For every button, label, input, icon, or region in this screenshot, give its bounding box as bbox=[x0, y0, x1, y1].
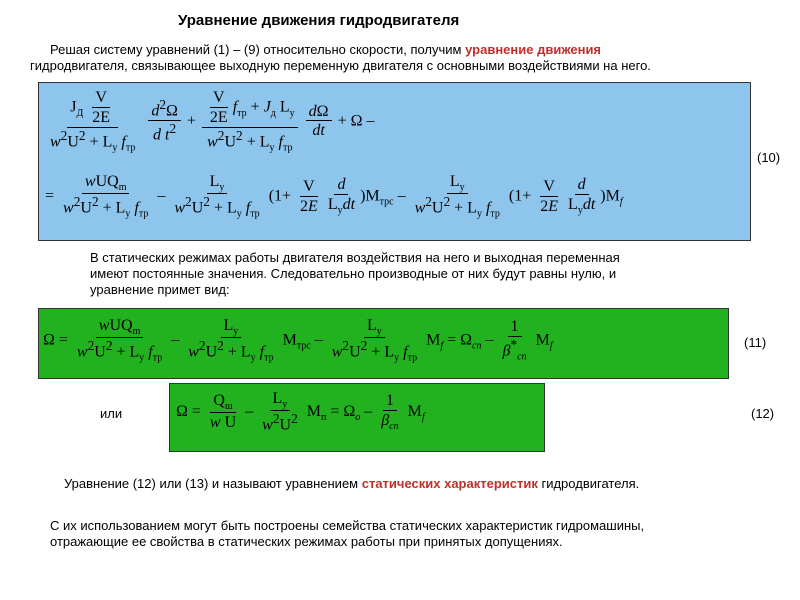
equation-10-label: (10) bbox=[757, 150, 781, 165]
equation-10-top: $J_Д$ $\frac{V}{2E}$ $w^2U^2 + L_y$ $f_{тр}$ $\frac{d^2\Omega}{d t^2}$ + $\frac{V}{2E}$ $f_{тр} + J_д$ $L_y$ $w^2U^2 + L_y$ $f_{тр}$ $\frac{d\Omega}{dt}$ + Ω – bbox=[45, 89, 374, 154]
intro-highlight: уравнение движения bbox=[465, 42, 602, 57]
equation-11: Ω = $\frac{wUQ_m}{w^2U^2 + L_y f_{тр}}$ – $\frac{L_y}{w^2U^2 + L_y f_{тр}}$ $M_{трс}$ – $\frac{L_y}{w^2U^2 + L_y f_{тр}}$ $M_f = \Omega_{cn}$ – $\frac{1}{\beta^*_{cn}}$ $M_f$ bbox=[43, 317, 553, 364]
equation-12-box bbox=[169, 383, 545, 452]
equation-11-box bbox=[38, 308, 729, 379]
intro-text: Решая систему уравнений (1) – (9) относительно скорости, получим bbox=[50, 42, 466, 57]
equation-10-bottom: = $\frac{wUQ_m}{w^2U^2 + L_y f_{тр}}$ – $\frac{L_y}{w^2U^2 + L_y f_{тр}}$ (1+ $\frac{V}{2E}$ $\frac{d}{L_ydt}$ )$M_{трс}$ – $\frac{L_y}{w^2U^2 + L_y f_{тр}}$ (1+ $\frac{V}{2E}$ $\frac{d}{L_ydt}$ )$M_f$ bbox=[45, 173, 623, 220]
static-regime-text: В статических режимах работы двигателя воздействия на него и выходная переменная имеют постоянные значения. Следовательно производные от них будут равны нулю, и уравнение примет вид: bbox=[90, 250, 620, 297]
equation-10-box bbox=[38, 82, 751, 241]
conclusion-text: Уравнение (12) или (13) и называют уравнением статических характеристик гидродвигателя. bbox=[64, 476, 640, 491]
fraction-term-1: $J_Д$ $\frac{V}{2E}$ $w^2U^2 + L_y$ $f_{тр}$ bbox=[50, 89, 136, 154]
page-title: Уравнение движения гидродвигателя bbox=[178, 12, 460, 29]
or-label: или bbox=[100, 406, 123, 421]
equation-12-label: (12) bbox=[751, 406, 775, 421]
equation-12: Ω = $\frac{Q_ш}{\text{w U}}$ – $\frac{L_y}{w^2U^2}$ $M_п = \Omega_о$ – $\frac{1}{\beta_{сп}}$ $M_f$ bbox=[176, 390, 425, 434]
equation-11-label: (11) bbox=[744, 335, 767, 350]
conclusion-highlight: статических характеристик bbox=[361, 476, 538, 491]
final-text: С их использованием могут быть построены семейства статических характеристик гидромашины, отражающие ее свойства в статических режимах работы при принятых допущениях. bbox=[50, 518, 645, 549]
fraction-term-2: $\frac{V}{2E}$ $f_{тр} + J_д$ $L_y$ $w^2U^2 + L_y$ $f_{тр}$ bbox=[202, 89, 298, 154]
intro-line-2: гидродвигателя, связывающее выходную переменную двигателя с основными воздействиями на него. bbox=[30, 58, 651, 73]
intro-line-1 bbox=[50, 42, 601, 57]
